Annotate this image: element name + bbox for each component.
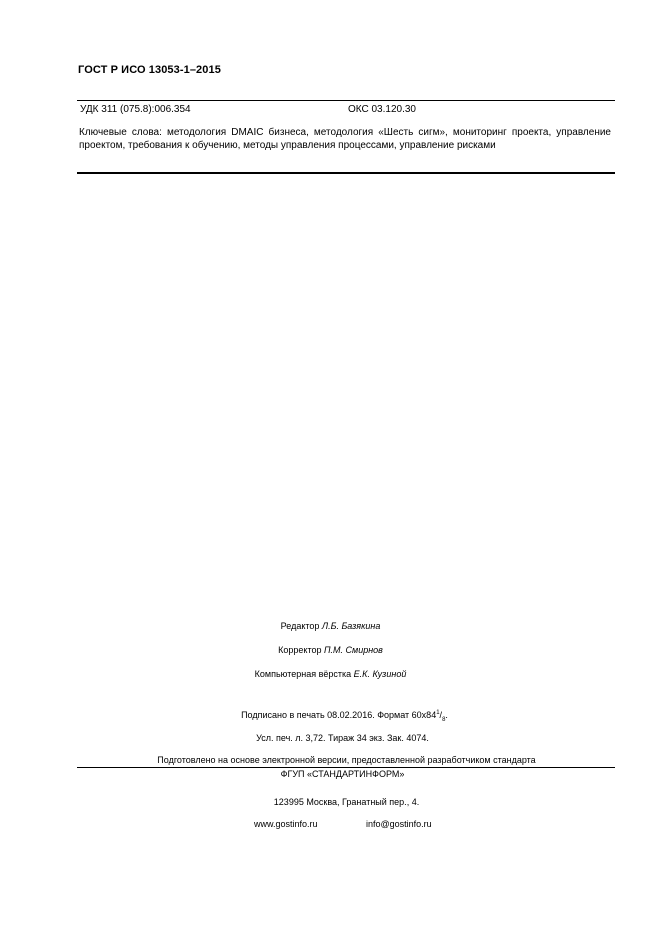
publisher-name: ФГУП «СТАНДАРТИНФОРМ»	[280, 769, 405, 779]
publisher-address: 123995 Москва, Гранатный пер., 4.	[273, 797, 420, 807]
editor-label: Редактор	[280, 621, 320, 631]
layout-label: Компьютерная вёрстка	[254, 669, 352, 679]
sheets-line: Усл. печ. л. 3,72. Тираж 34 экз. Зак. 4074.	[256, 733, 429, 743]
format-end: .	[445, 710, 448, 720]
publisher-divider	[77, 767, 615, 768]
layout-name: Е.К. Кузиной	[353, 669, 407, 679]
signed-line: Подписано в печать 08.02.2016. Формат $60x84^1/_8$.	[241, 710, 448, 723]
corrector-line	[0, 645, 661, 655]
format-sub: 8	[442, 716, 446, 723]
prepared-line: Подготовлено на основе электронной версии, предоставленной разработчиком стандарта	[157, 755, 536, 765]
keywords-divider	[77, 172, 615, 174]
document-title: ГОСТ Р ИСО 13053-1–2015	[78, 64, 221, 76]
format-sup: 1	[436, 710, 440, 716]
oks-code: ОКС 03.120.30	[348, 104, 416, 115]
editor-name: Л.Б. Базякина	[321, 621, 381, 631]
udk-code: УДК 311 (075.8):006.354	[80, 104, 191, 115]
email-link[interactable]: info@gostinfo.ru	[366, 819, 432, 829]
keywords-paragraph: Ключевые слова: методология DMAIC бизнеса, методология «Шесть сигм», мониторинг проекта, управление проектом, требования к обучению, методы управления процессами, управление рисками	[79, 127, 611, 151]
layout-line	[0, 669, 661, 679]
website-link[interactable]: www.gostinfo.ru	[254, 819, 318, 829]
corrector-name: П.М. Смирнов	[324, 645, 383, 655]
top-divider	[77, 100, 615, 101]
corrector-label: Корректор	[278, 645, 322, 655]
editor-line	[0, 621, 661, 631]
signed-text: Подписано в печать 08.02.2016. Формат 60x84	[241, 710, 437, 720]
